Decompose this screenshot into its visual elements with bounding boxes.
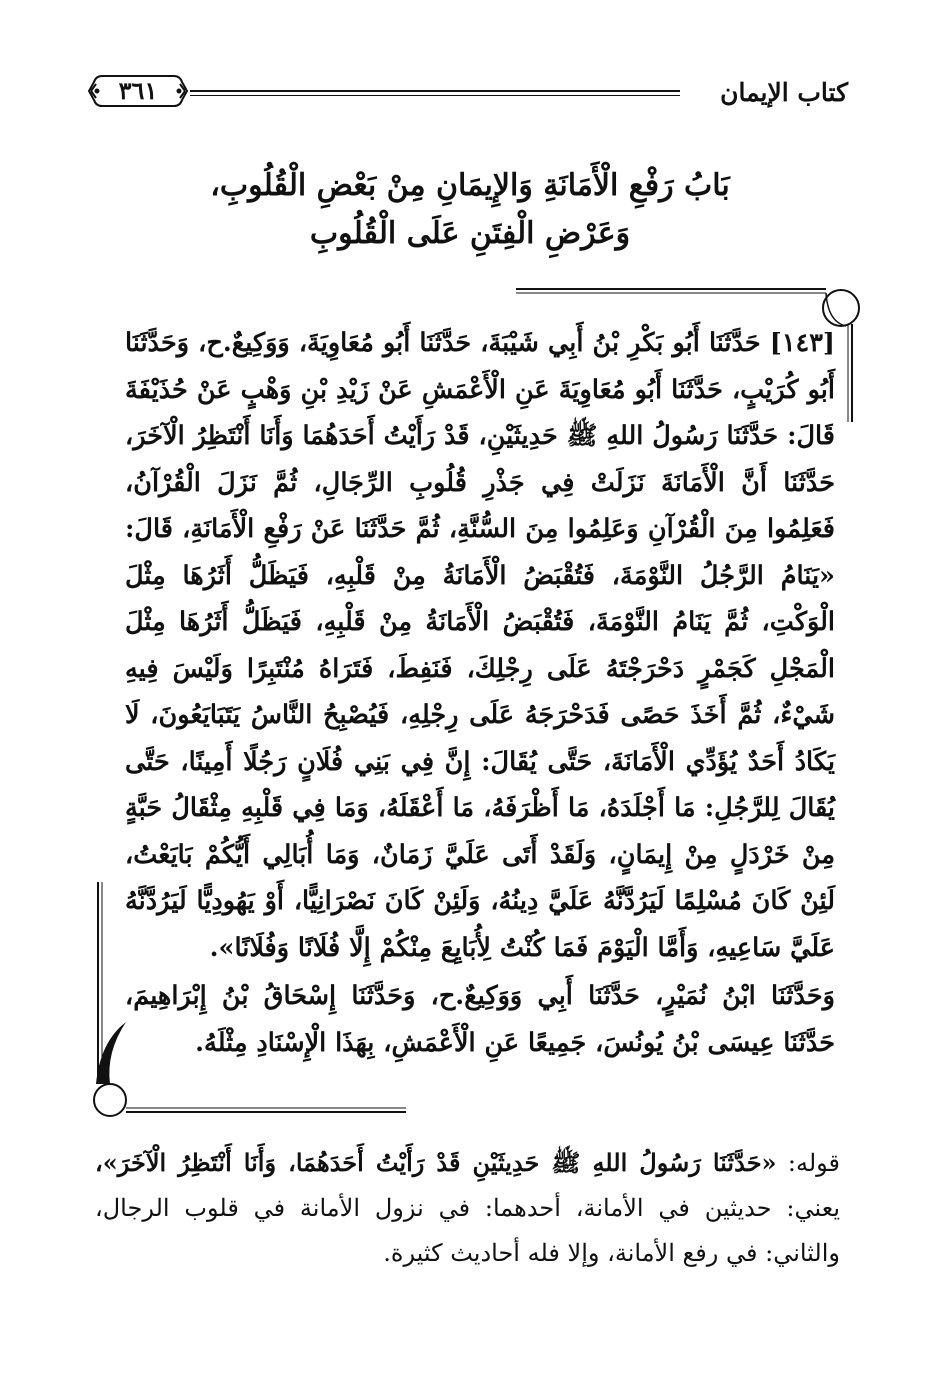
header-rule [190, 90, 680, 96]
commentary-text: يعني: حديثين في الأمانة، أحدهما: في نزول الأمانة في قلوب الرجال، والثاني: في رفع الأمانة، وإلا فله أحاديث كثيرة. [95, 1194, 840, 1267]
page-number-ornament [88, 72, 188, 110]
chapter-title-line1: بَابُ رَفْعِ الْأَمَانَةِ وَالإِيمَانِ مِنْ بَعْضِ الْقُلُوبِ، [210, 168, 730, 203]
chapter-title-line2: وَعَرْضِ الْفِتَنِ عَلَى الْقُلُوبِ [309, 216, 631, 251]
page-number: ٣٦١ [118, 76, 158, 105]
hadith-paragraph-1: [١٤٣] حَدَّثَنَا أَبُو بَكْرِ بْنُ أَبِي شَيْبَةَ، حَدَّثَنَا أَبُو مُعَاوِيَةَ، وَوَكِيعٌ.ح، وَحَدَّثَنَا أَبُو كُرَيْبٍ، حَدَّثَنَا أَبُو مُعَاوِيَةَ عَنِ الْأَعْمَشِ عَنْ زَيْدِ بْنِ وَهْبٍ عَنْ حُذَيْفَةَ قَالَ: حَدَّثَنَا رَسُولُ اللهِ ﷺ حَدِيثَيْنِ، قَدْ رَأَيْتُ أَحَدَهُمَا وَأَنَا أَنْتَظِرُ الْآخَرَ، حَدَّثَنَا أَنَّ الْأَمَانَةَ نَزَلَتْ فِي جَذْرِ قُلُوبِ الرِّجَالِ، ثُمَّ نَزَلَ الْقُرْآنُ، فَعَلِمُوا مِنَ الْقُرْآنِ وَعَلِمُوا مِنَ السُّنَّةِ، ثُمَّ حَدَّثَنَا عَنْ رَفْعِ الْأَمَانَةِ، قَالَ: «يَنَامُ الرَّجُلُ النَّوْمَةَ، فَتُقْبَضُ الْأَمَانَةُ مِنْ قَلْبِهِ، فَيَظَلُّ أَثَرُهَا مِثْلَ الْوَكْتِ، ثُمَّ يَنَامُ النَّوْمَةَ، فَتُقْبَضُ الْأَمَانَةُ مِنْ قَلْبِهِ، فَيَظَلُّ أَثَرُهَا مِثْلَ الْمَجْلِ كَجَمْرٍ دَحْرَجْتَهُ عَلَى رِجْلِكَ، فَنَفِطَ، فَتَرَاهُ مُنْتَبِرًا وَلَيْسَ فِيهِ شَيْءٌ، ثُمَّ أَخَذَ حَصًى فَدَحْرَجَهُ عَلَى رِجْلِهِ، فَيُصْبِحُ النَّاسُ يَتَبَايَعُونَ، لَا يَكَادُ أَحَدٌ يُؤَدِّي الْأَمَانَةَ، حَتَّى يُقَالَ: إِنَّ فِي بَنِي فُلَانٍ رَجُلًا أَمِينًا، حَتَّى يُقَالَ لِلرَّجُلِ: مَا أَجْلَدَهُ، مَا أَظْرَفَهُ، مَا أَعْقَلَهُ، وَمَا فِي قَلْبِهِ مِثْقَالُ حَبَّةٍ مِنْ خَرْدَلٍ مِنْ إِيمَانٍ، وَلَقَدْ أَتَى عَلَيَّ زَمَانٌ، وَمَا أُبَالِي أَيُّكُمْ بَايَعْتُ، لَئِنْ كَانَ مُسْلِمًا لَيَرُدَّنَّهُ عَلَيَّ دِينُهُ، وَلَئِنْ كَانَ نَصْرَانِيًّا، أَوْ يَهُودِيًّا لَيَرُدَّنَّهُ عَلَيَّ سَاعِيهِ، وَأَمَّا الْيَوْمَ فَمَا كُنْتُ لِأُبَايِعَ مِنْكُمْ إِلَّا فُلَانًا وَفُلَانًا». [125, 328, 835, 963]
running-title: كتاب الإيمان [720, 78, 848, 107]
commentary-lead: قوله: [787, 1149, 840, 1177]
hadith-paragraph-2: وَحَدَّثَنَا ابْنُ نُمَيْرٍ، حَدَّثَنَا أَبِي وَوَكِيعٌ.ح، وَحَدَّثَنَا إِسْحَاقُ بْنُ إِبْرَاهِيمَ، حَدَّثَنَا عِيسَى بْنُ يُونُسَ، جَمِيعًا عَنِ الْأَعْمَشِ، بِهَذَا الْإِسْنَادِ مِثْلَهُ. [125, 981, 835, 1058]
commentary-quote: «حَدَّثَنَا رَسُولُ اللهِ ﷺ حَدِيثَيْنِ قَدْ رَأَيْتُ أَحَدَهُمَا، وَأَنَا أَنْتَظِرُ الْآخَرَ»، [95, 1148, 777, 1177]
hadith-text [125, 320, 835, 1066]
commentary [95, 1140, 840, 1276]
commentary-paragraph [95, 1140, 840, 1276]
